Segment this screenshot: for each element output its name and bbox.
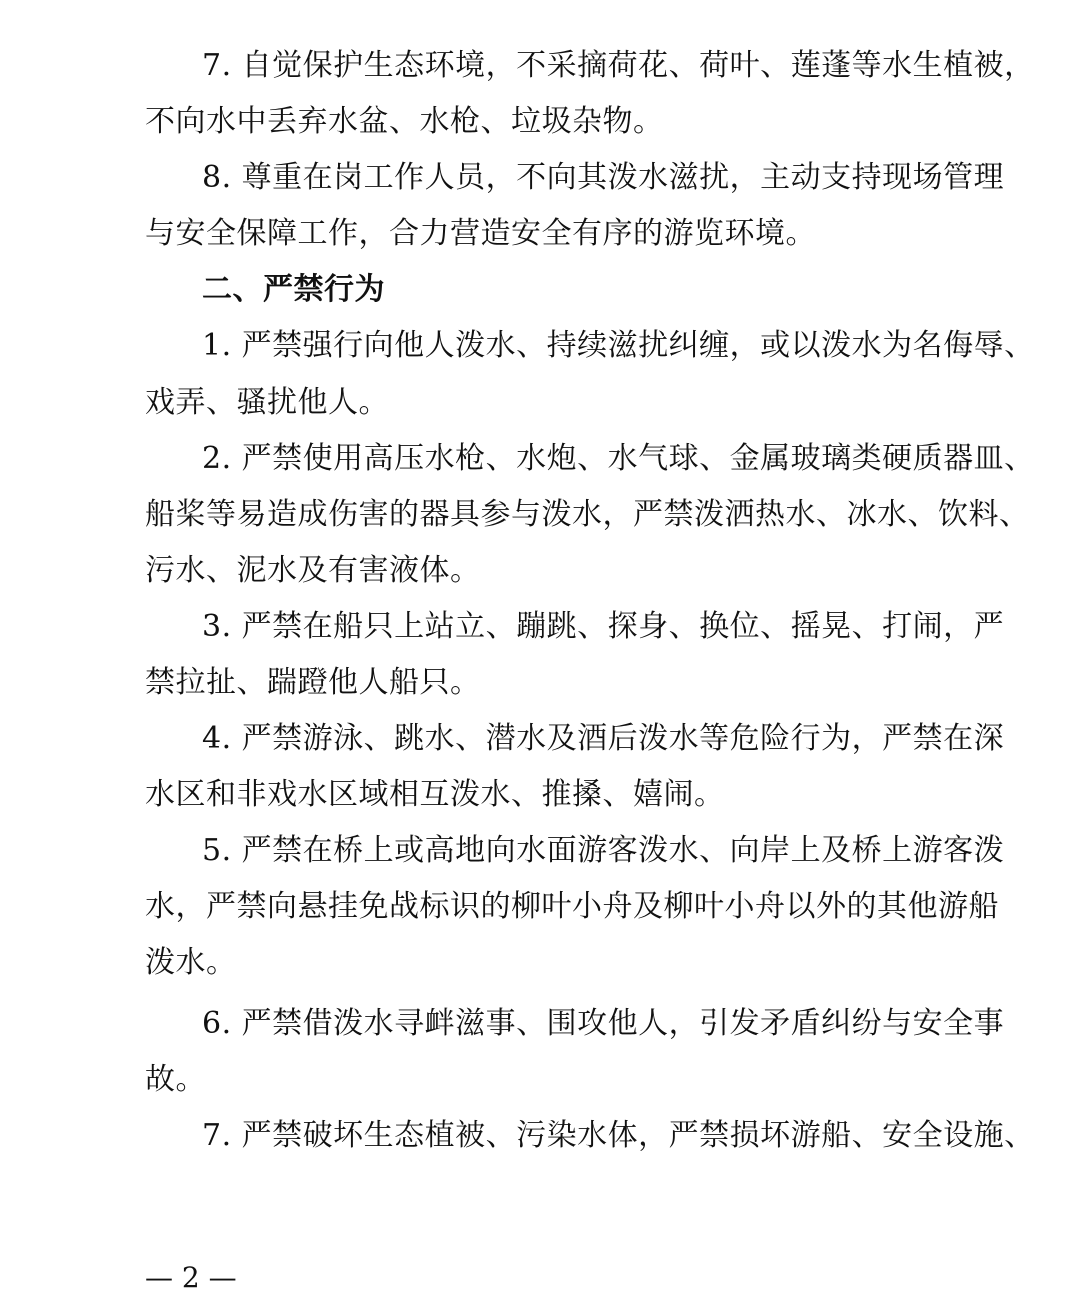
text-line-17: 泼水。 [145,945,237,980]
text-line-13: 4. 严禁游泳、跳水、潜水及酒后泼水等危险行为，严禁在深 [202,721,1005,756]
text-line-10: 污水、泥水及有害液体。 [145,553,481,588]
text-line-2: 不向水中丢弃水盆、水枪、垃圾杂物。 [145,104,664,139]
page-number: — 2 — [145,1261,237,1294]
text-line-6: 1. 严禁强行向他人泼水、持续滋扰纠缠，或以泼水为名侮辱、 [202,328,1035,363]
text-line-18: 6. 严禁借泼水寻衅滋事、围攻他人，引发矛盾纠纷与安全事 [202,1006,1005,1041]
text-line-16: 水，严禁向悬挂免战标识的柳叶小舟及柳叶小舟以外的其他游船 [145,889,999,924]
section-heading: 二、严禁行为 [202,272,385,307]
text-line-8: 2. 严禁使用高压水枪、水炮、水气球、金属玻璃类硬质器皿、 [202,441,1035,476]
text-line-3: 8. 尊重在岗工作人员，不向其泼水滋扰，主动支持现场管理 [202,160,1005,195]
text-line-20: 7. 严禁破坏生态植被、污染水体，严禁损坏游船、安全设施、 [202,1118,1035,1153]
text-line-11: 3. 严禁在船只上站立、蹦跳、探身、换位、摇晃、打闹，严 [202,609,1005,644]
text-line-1: 7. 自觉保护生态环境，不采摘荷花、荷叶、莲蓬等水生植被， [202,48,1035,83]
text-line-19: 故。 [145,1062,206,1097]
text-line-4: 与安全保障工作，合力营造安全有序的游览环境。 [145,216,816,251]
text-line-9: 船桨等易造成伤害的器具参与泼水，严禁泼洒热水、冰水、饮料、 [145,497,1030,532]
text-line-7: 戏弄、骚扰他人。 [145,385,389,420]
text-line-14: 水区和非戏水区域相互泼水、推搡、嬉闹。 [145,777,725,812]
text-line-15: 5. 严禁在桥上或高地向水面游客泼水、向岸上及桥上游客泼 [202,833,1005,868]
text-line-12: 禁拉扯、踹蹬他人船只。 [145,665,481,700]
